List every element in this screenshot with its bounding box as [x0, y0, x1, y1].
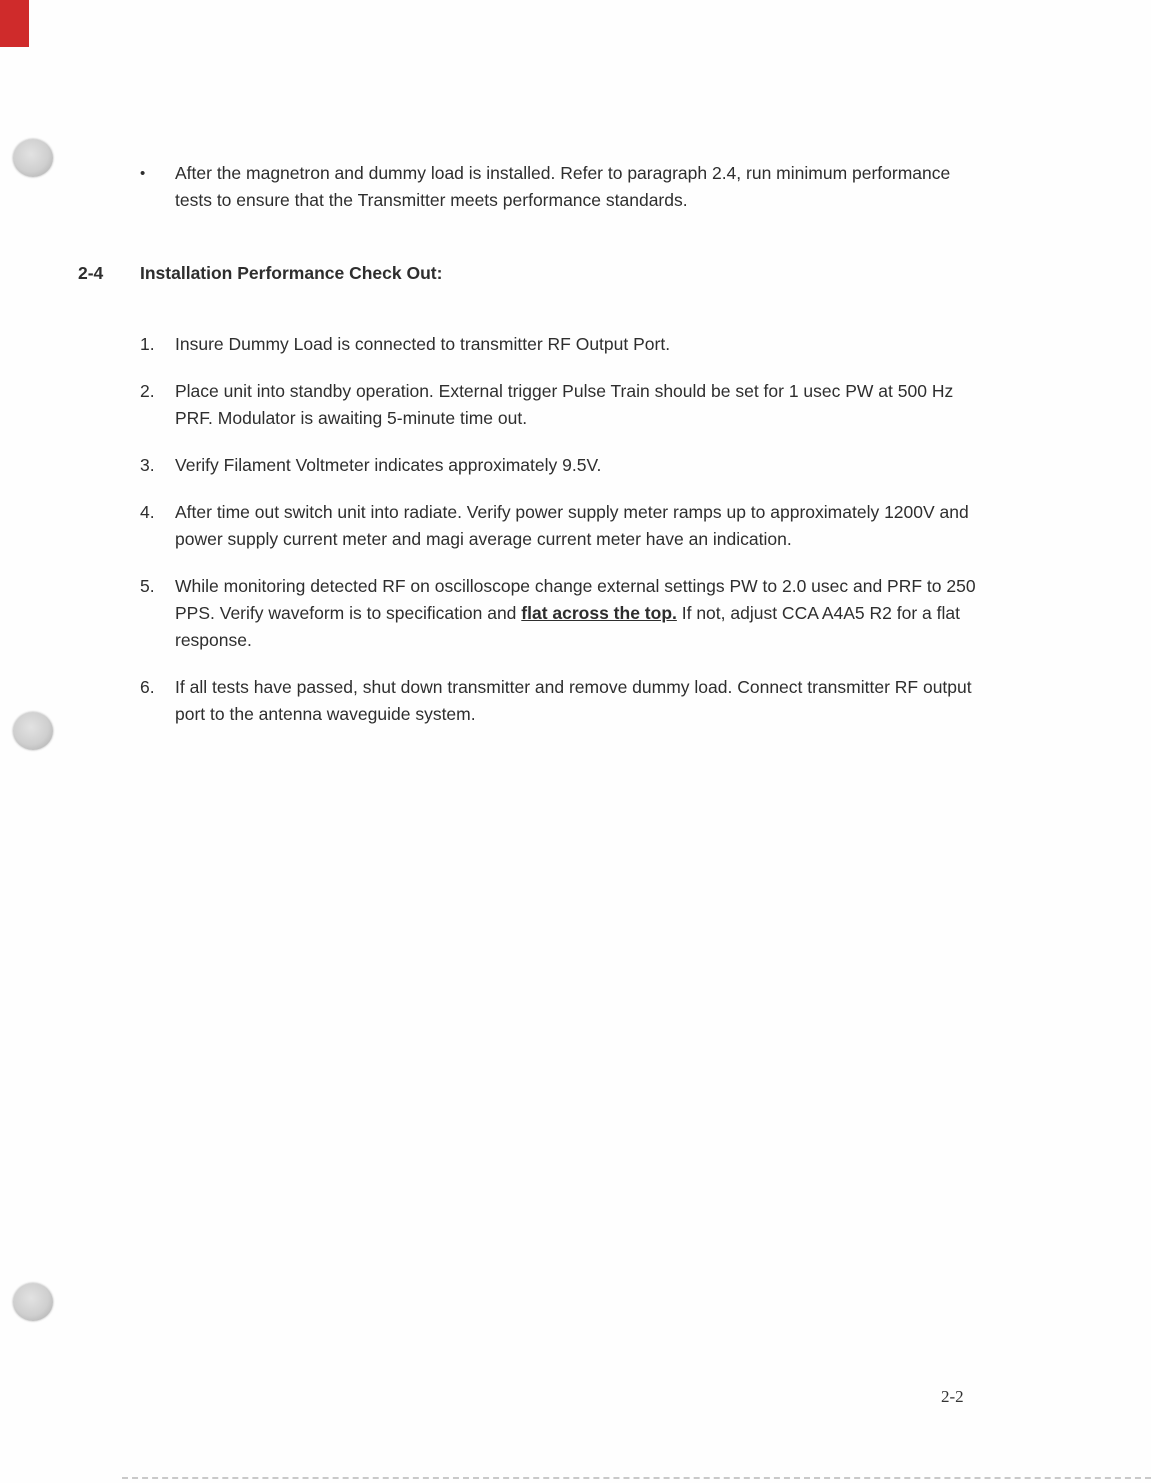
- step-text-segment: Place unit into standby operation. External trigger Pulse Train should be set for 1 usec PW at 500 Hz PRF. Modulator is awaiting 5-minute time out.: [175, 381, 954, 428]
- step-text: [175, 674, 983, 728]
- step-number: 5.: [140, 576, 155, 596]
- step-text: [175, 331, 983, 358]
- scan-artifact-bottom-line: [122, 1477, 1151, 1479]
- step-number: 2.: [140, 381, 155, 401]
- step-text-segment: After time out switch unit into radiate. Verify power supply meter ramps up to approximately 1200V and power supply current meter and magi average current meter have an indication.: [175, 502, 969, 549]
- step-text-segment: If not, adjust CCA A4A5 R2 for a flat response.: [175, 603, 960, 650]
- step-text-segment: Verify Filament Voltmeter indicates approximately 9.5V.: [175, 455, 602, 475]
- step-text-segment: While monitoring detected RF on oscilloscope change external settings PW to 2.0 usec and PRF to 250 PPS. Verify waveform is to specification and: [175, 576, 976, 623]
- step-text: [175, 452, 983, 479]
- intro-bullet-text: After the magnetron and dummy load is installed. Refer to paragraph 2.4, run minimum performance tests to ensure that the Transmitter meets performance standards.: [175, 163, 951, 210]
- step-text: [175, 499, 983, 553]
- step-item: [140, 499, 988, 553]
- step-number: 1.: [140, 334, 155, 354]
- step-number: 6.: [140, 677, 155, 697]
- section-number: 2-4: [78, 263, 104, 283]
- section-title: Installation Performance Check Out:: [140, 263, 443, 283]
- step-item: [140, 378, 988, 432]
- step-text-segment: If all tests have passed, shut down transmitter and remove dummy load. Connect transmitter RF output port to the antenna waveguide system.: [175, 677, 972, 724]
- step-number: 3.: [140, 455, 155, 475]
- hole-punch-top: [13, 139, 53, 177]
- scan-artifact-red-corner: [0, 0, 29, 47]
- step-text: [175, 573, 983, 654]
- step-text-segment: Insure Dummy Load is connected to transmitter RF Output Port.: [175, 334, 671, 354]
- step-item: [140, 452, 988, 479]
- bullet-icon: •: [140, 165, 146, 182]
- document-content: [78, 160, 988, 748]
- step-text-emphasis: flat across the top.: [521, 603, 677, 623]
- step-item: [140, 573, 988, 654]
- hole-punch-middle: [13, 712, 53, 750]
- hole-punch-bottom: [13, 1283, 53, 1321]
- intro-bullet-paragraph: [140, 160, 988, 214]
- page-number: 2-2: [941, 1387, 964, 1406]
- section-heading: [78, 260, 988, 287]
- step-item: [140, 674, 988, 728]
- step-number: 4.: [140, 502, 155, 522]
- step-item: [140, 331, 988, 358]
- step-text: [175, 378, 983, 432]
- steps-list: [140, 331, 988, 728]
